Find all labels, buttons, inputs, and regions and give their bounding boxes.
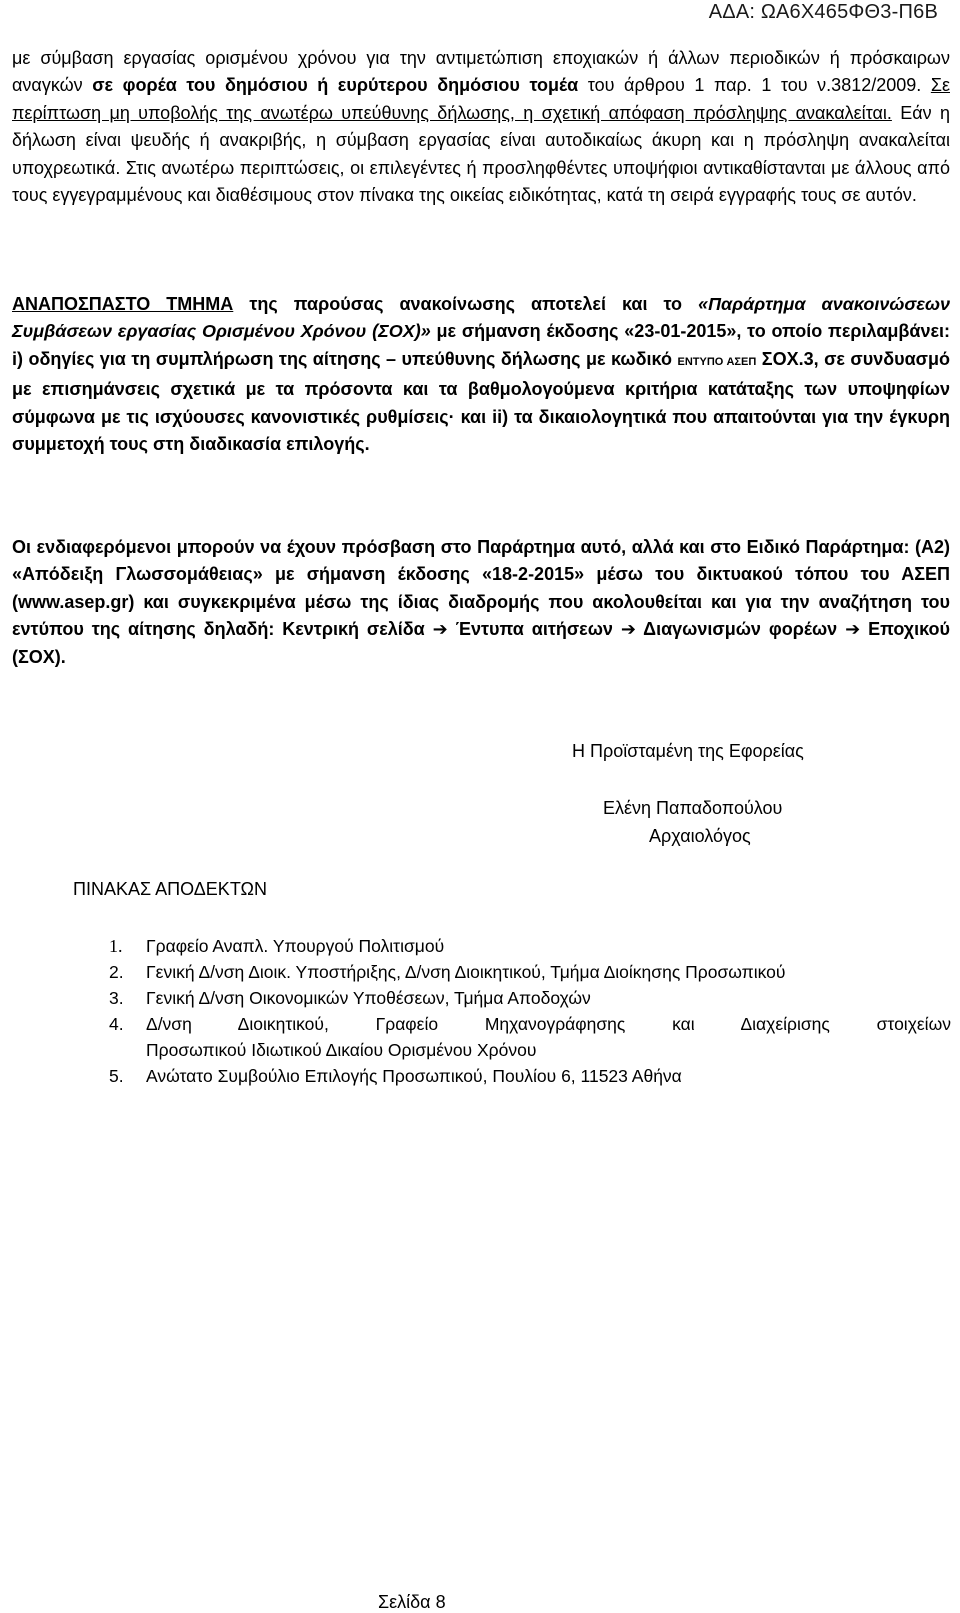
list-item-number: 1. [109,936,123,956]
text-span: Διαγωνισμών φορέων [635,619,846,640]
text-span: της παρούσας ανακοίνωσης αποτελεί και το [233,294,699,314]
signature-name: Ελένη Παπαδοπούλου [603,798,783,818]
list-item-text: Γενική Δ/νση Οικονομικών Υποθέσεων, Τμήμα Αποδοχών [146,988,591,1008]
list-item [109,985,951,1011]
text-span-bold: σε φορέα του δημόσιου ή ευρύτερου δημόσιου τομέα [92,75,579,96]
list-item [109,959,951,985]
signature-title: Η Προϊσταμένη της Εφορείας [572,741,804,761]
text-span: Οι ενδιαφερόμενοι μπορούν να έχουν πρόσβαση στο Παράρτημα αυτό, αλλά και στο Ειδικό Παράρτημα: (Α2) «Απόδειξη Γλωσσομάθειας» με σήμανση έκδοσης «18-2-2015» μέσω του δικτυακού τόπου του ΑΣΕΠ (www.asep.gr) και συγκεκριμένα μέσω της ίδιας διαδρομής που ακολουθείται και για την αναζήτηση του εντύπου της αίτησης δηλαδή: Κεντρική σελίδα [12,537,950,640]
list-item-text: Γραφείο Αναπλ. Υπουργού Πολιτισμού [146,936,445,956]
paragraph-access-instructions [12,534,950,671]
text-span-italic: «Παράρτημα ανακοινώσεων Συμβάσεων εργασίας Ορισμένου Χρόνου (ΣΟΧ)» [12,294,950,342]
list-item [109,1063,951,1089]
recipients-heading: ΠΙΝΑΚΑΣ ΑΠΟΔΕΚΤΩΝ [73,879,267,899]
text-span: Εποχικού (ΣΟΧ). [12,619,950,667]
list-item-number: 4. [109,1014,124,1034]
paragraph-annex-detachable [12,291,950,458]
list-item-number: 2. [109,962,124,982]
arrow-right-icon: ➔ [620,619,636,641]
text-span: του άρθρου 1 παρ. 1 του ν.3812/2009. [578,75,931,96]
list-item [109,1011,951,1063]
list-item-text: Δ/νση Διοικητικού, Γραφείο Μηχανογράφησης και Διαχείρισης στοιχείων [146,1014,951,1034]
arrow-right-icon: ➔ [432,619,448,641]
text-span: Έντυπα αιτήσεων [447,619,621,640]
list-item-number: 5. [109,1066,124,1086]
list-item-text-continued: Προσωπικού Ιδιωτικού Δικαίου Ορισμένου Χρόνου [146,1040,537,1060]
text-span: με σύμβαση εργασίας ορισμένου χρόνου για την αντιμετώπιση εποχιακών ή άλλων περιοδικών ή πρόσκαιρων αναγκών [12,48,950,96]
list-item [109,933,951,959]
form-code-small: ΕΝΤΥΠΟ ΑΣΕΠ [677,355,757,368]
text-span-underlined: Σε περίπτωση μη υποβολής της ανωτέρω υπεύθυνης δήλωσης, η σχετική απόφαση πρόσληψης ανακαλείται. [12,75,950,123]
text-span: ΣΟΧ.3, σε συνδυασμό με επισημάνσεις σχετικά με τα πρόσοντα και τα βαθμολογούμενα κριτήρια κατάταξης των υποψηφίων σύμφωνα με τις ισχύουσες κανονιστικές ρυθμίσεις· και ii) τα δικαιολογητικά που απαιτούνται για την έγκυρη συμμετοχή τους στη διαδικασία επιλογής. [12,348,950,455]
arrow-right-icon: ➔ [845,619,861,641]
ada-code: ΑΔΑ: ΩΑ6Χ465ΦΘ3-Π6Β [708,1,938,23]
list-item-number: 3. [109,988,124,1008]
page-number: Σελίδα 8 [378,1592,446,1612]
text-span-underlined: ΑΝΑΠΟΣΠΑΣΤΟ ΤΜΗΜΑ [12,294,234,314]
signature-role: Αρχαιολόγος [649,826,751,846]
paragraph-contract-terms [12,45,950,209]
list-item-text: Γενική Δ/νση Διοικ. Υποστήριξης, Δ/νση Διοικητικού, Τμήμα Διοίκησης Προσωπικού [146,962,786,982]
text-span: με σήμανση έκδοσης «23-01-2015», το οποίο περιλαμβάνει: i) οδηγίες για τη συμπλήρωση της αίτησης – υπεύθυνης δήλωσης με κωδικό [12,321,950,369]
recipients-list [109,933,951,1089]
text-span: Εάν η δήλωση είναι ψευδής ή ανακριβής, η σύμβαση εργασίας είναι αυτοδικαίως άκυρη και η πρόσληψη ανακαλείται υποχρεωτικά. Στις ανωτέρω περιπτώσεις, οι επιλεγέντες ή προσληφθέντες υποψήφιοι αντικαθίστανται με άλλους από τους εγγεγραμμένους και διαθέσιμους στον πίνακα της οικείας ειδικότητας, κατά τη σειρά εγγραφής τους σε αυτόν. [12,102,950,206]
list-item-text: Ανώτατο Συμβούλιο Επιλογής Προσωπικού, Πουλίου 6, 11523 Αθήνα [146,1066,682,1086]
